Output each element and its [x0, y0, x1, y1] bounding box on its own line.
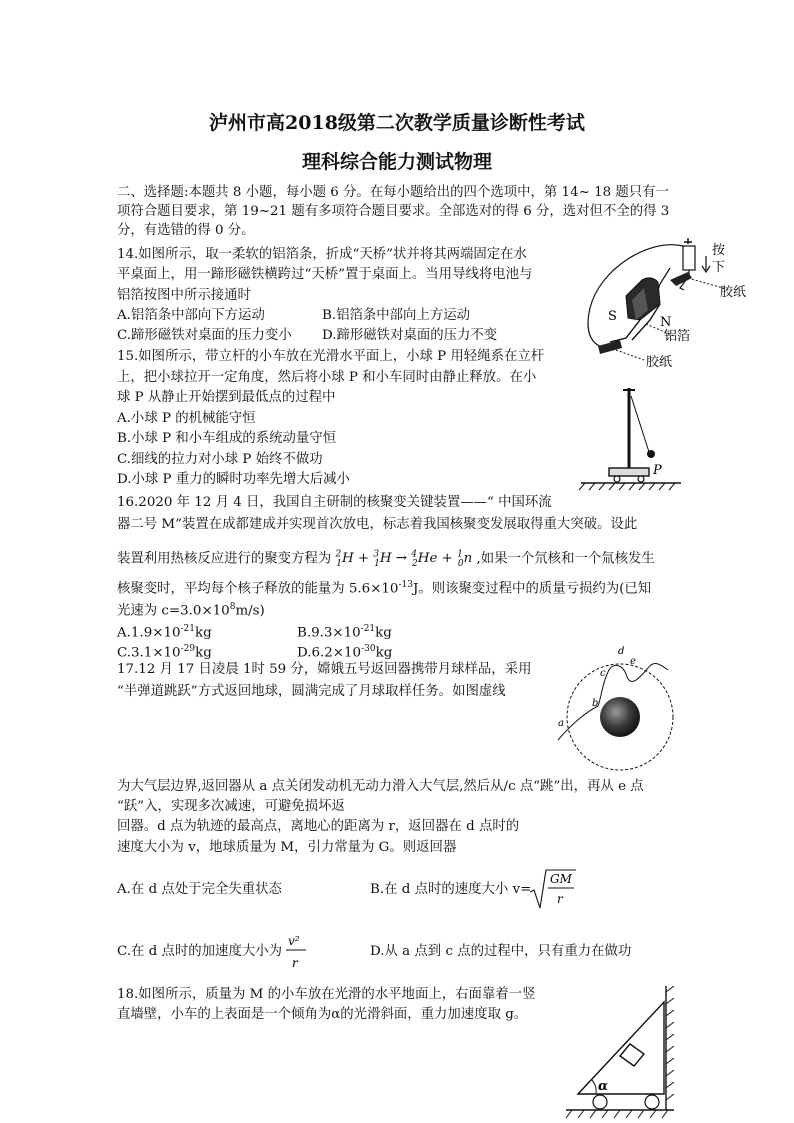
- point-a-label: a: [558, 718, 564, 729]
- paper-title: 泸州市高2018级第二次教学质量诊断性考试: [209, 112, 585, 134]
- ball-p: [647, 450, 655, 458]
- incline-cart: [578, 1002, 664, 1094]
- label-n: N: [660, 315, 672, 330]
- angle-alpha-label: α: [598, 1079, 609, 1094]
- tape-top: [670, 272, 692, 286]
- q14-option-d: D.蹄形磁铁对桌面的压力不变: [322, 328, 498, 343]
- q15-stem-line: 15.如图所示，带立杆的小车放在光滑水平面上，小球 P 用轻绳系在立杆: [117, 349, 545, 364]
- wheel: [638, 476, 644, 482]
- wheel: [645, 1095, 659, 1109]
- foil-strip: [658, 268, 670, 290]
- q14-magnet-foil-figure: [580, 228, 770, 380]
- q16-energy-text: 核聚变时，平均每个核子释放的能量为 5.6×10: [117, 581, 399, 597]
- q17-skip-reentry-figure: [550, 640, 675, 772]
- q16-stem-line: 16.2020 年 12 月 4 日，我国自主研制的核聚变关键装置——“ 中国环流: [117, 495, 552, 510]
- q15-option-d: D.小球 P 重力的瞬时功率先增大后减小: [117, 472, 350, 487]
- label-p: P: [653, 463, 662, 478]
- q17-option-b: B.在 d 点时的速度大小 v=: [370, 882, 532, 897]
- q14-option-a: A.铝箔条中部向下方运动: [117, 308, 265, 323]
- q16-stem-text: J。则该聚变过程中的质量亏损约为(已知: [412, 581, 652, 597]
- q14-stem-line: 铝箔按图中所示接通时: [117, 288, 251, 303]
- arrow-down-icon: [702, 256, 710, 272]
- q17-option-a: A.在 d 点处于完全失重状态: [117, 882, 282, 897]
- q18-stem-line: 直墙壁，小车的上表面是一个倾角为α的光滑斜面，重力加速度取 g。: [117, 1007, 528, 1022]
- point-c-label: c: [600, 668, 606, 679]
- q18-incline-cart-figure: [560, 982, 690, 1120]
- sqrt-denominator: r: [557, 892, 563, 906]
- q16-energy-exponent: -13: [398, 580, 413, 590]
- point-b-label: b: [592, 698, 599, 709]
- q15-option-c: C.细线的拉力对小球 P 始终不做功: [117, 452, 323, 467]
- ground-hatch: [579, 483, 675, 490]
- section-intro-line: 项符合题目要求，第 19~21 题有多项符合题目要求。全部选对的得 6 分，选对但不全的得 3: [117, 204, 670, 219]
- q14-stem-line: 平桌面上，用一蹄形磁铁横跨过“天桥”置于桌面上。当用导线将电池与: [117, 267, 533, 282]
- point-e-label: e: [630, 656, 636, 667]
- q14-stem-line: 14.如图所示，取一柔软的铝箔条，折成“天桥”状并将其两端固定在水: [117, 247, 527, 262]
- battery: [683, 246, 695, 270]
- q16-stem-line: [117, 598, 265, 620]
- q17-option-d: D.从 a 点到 c 点的过程中，只有重力在做功: [370, 944, 632, 959]
- string: [631, 396, 649, 452]
- q15-cart-pendulum-figure: [575, 378, 685, 496]
- point-d-label: d: [618, 646, 625, 657]
- tape-bottom: [598, 340, 622, 354]
- label-s: S: [608, 309, 617, 324]
- cart: [609, 468, 649, 476]
- wheel: [593, 1095, 607, 1109]
- q15-option-b: B.小球 P 和小车组成的系统动量守恒: [117, 431, 337, 446]
- q17-stem-line: 回器。d 点为轨迹的最高点，离地心的距离为 r，返回器在 d 点时的: [117, 819, 520, 834]
- wheel: [614, 476, 620, 482]
- q16-stem-text: 装置利用热核反应进行的聚变方程为: [117, 551, 332, 567]
- fraction-denominator: r: [292, 956, 298, 970]
- label-tape-bottom: 胶纸: [646, 355, 673, 370]
- q16-speed-unit: m/s): [235, 603, 265, 619]
- q16-stem-line: [117, 546, 655, 573]
- label-press-2: 下: [712, 260, 726, 275]
- q16-option-a: $A.1.9\times 10^{-21}kg$: [117, 624, 212, 641]
- q15-stem-line: 球 P 从静止开始摆到最低点的过程中: [117, 390, 336, 405]
- label-foil: 铝箔: [664, 329, 691, 344]
- q17-option-c-fraction: [284, 930, 310, 974]
- q17-stem-line: 17.12 月 17 日凌晨 1时 59 分，嫦娥五号返回器携带月球样品，采用: [117, 662, 532, 677]
- q17-option-b-sqrt: [528, 866, 578, 912]
- q16-stem-line: 器二号 M”装置在成都建成并实现首次放电，标志着我国核聚变发展取得重大突破。设此: [117, 517, 638, 532]
- q14-option-c: C.蹄形磁铁对桌面的压力变小: [117, 328, 292, 343]
- battery-terminal: [684, 238, 692, 244]
- q16-speed-text: 光速为 c=3.0×10: [117, 603, 230, 619]
- earth: [600, 697, 640, 737]
- wall-hatch: [666, 986, 674, 1100]
- fraction-numerator: v²: [288, 934, 300, 948]
- q14-option-b: B.铝箔条中部向上方运动: [322, 308, 471, 323]
- section-intro-line: 分，有选错的得 0 分。: [117, 223, 255, 238]
- q16-stem-text: ,如果一个氘核和一个氚核发生: [476, 551, 655, 567]
- section-intro-line: 二、选择题:本题共 8 小题，每小题 6 分。在每小题给出的四个选项中，第 14~ 18 题只有一: [117, 185, 669, 200]
- q17-option-c: C.在 d 点时的加速度大小为: [117, 944, 283, 959]
- label-tape-top: 胶纸: [720, 285, 747, 300]
- q15-stem-line: 上，把小球拉开一定角度，然后将小球 P 和小车同时由静止释放。在小: [117, 370, 537, 385]
- q16-speed-exponent: 8: [229, 602, 236, 612]
- q16-option-c: $C.3.1\times 10^{-29}kg$: [117, 644, 212, 661]
- q17-stem-line: “跃”入，实现多次减速，可避免损坏返: [117, 799, 345, 814]
- q16-stem-line: [117, 576, 651, 598]
- leader-line: [616, 350, 644, 360]
- q17-stem-line: “半弹道跳跃”方式返回地球，圆满完成了月球取样任务。如图虚线: [117, 684, 506, 699]
- sqrt-numerator: GM: [550, 872, 572, 886]
- paper-subtitle: 理科综合能力测试物理: [301, 151, 492, 173]
- q16-option-b: $B.9.3\times 10^{-21}kg$: [297, 624, 392, 641]
- q16-option-d: $D.6.2\times 10^{-30}kg$: [297, 644, 393, 661]
- q15-option-a: A.小球 P 的机械能守恒: [117, 411, 256, 426]
- label-press-1: 按: [712, 243, 726, 258]
- q17-stem-line: 为大气层边界,返回器从 a 点关闭发动机无动力滑入大气层,然后从/c 点“跳”出，再从 e 点: [117, 779, 644, 794]
- q18-stem-line: 18.如图所示，质量为 M 的小车放在光滑的水平地面上，右面靠着一竖: [117, 987, 536, 1002]
- ground-hatch: [566, 1110, 668, 1118]
- fusion-equation: $^2_1$H + $^3_1$H → $^4_2$He + $^1_0$n: [335, 550, 473, 570]
- q17-stem-line: 速度大小为 v，地球质量为 M，引力常量为 G。则返回器: [117, 840, 457, 855]
